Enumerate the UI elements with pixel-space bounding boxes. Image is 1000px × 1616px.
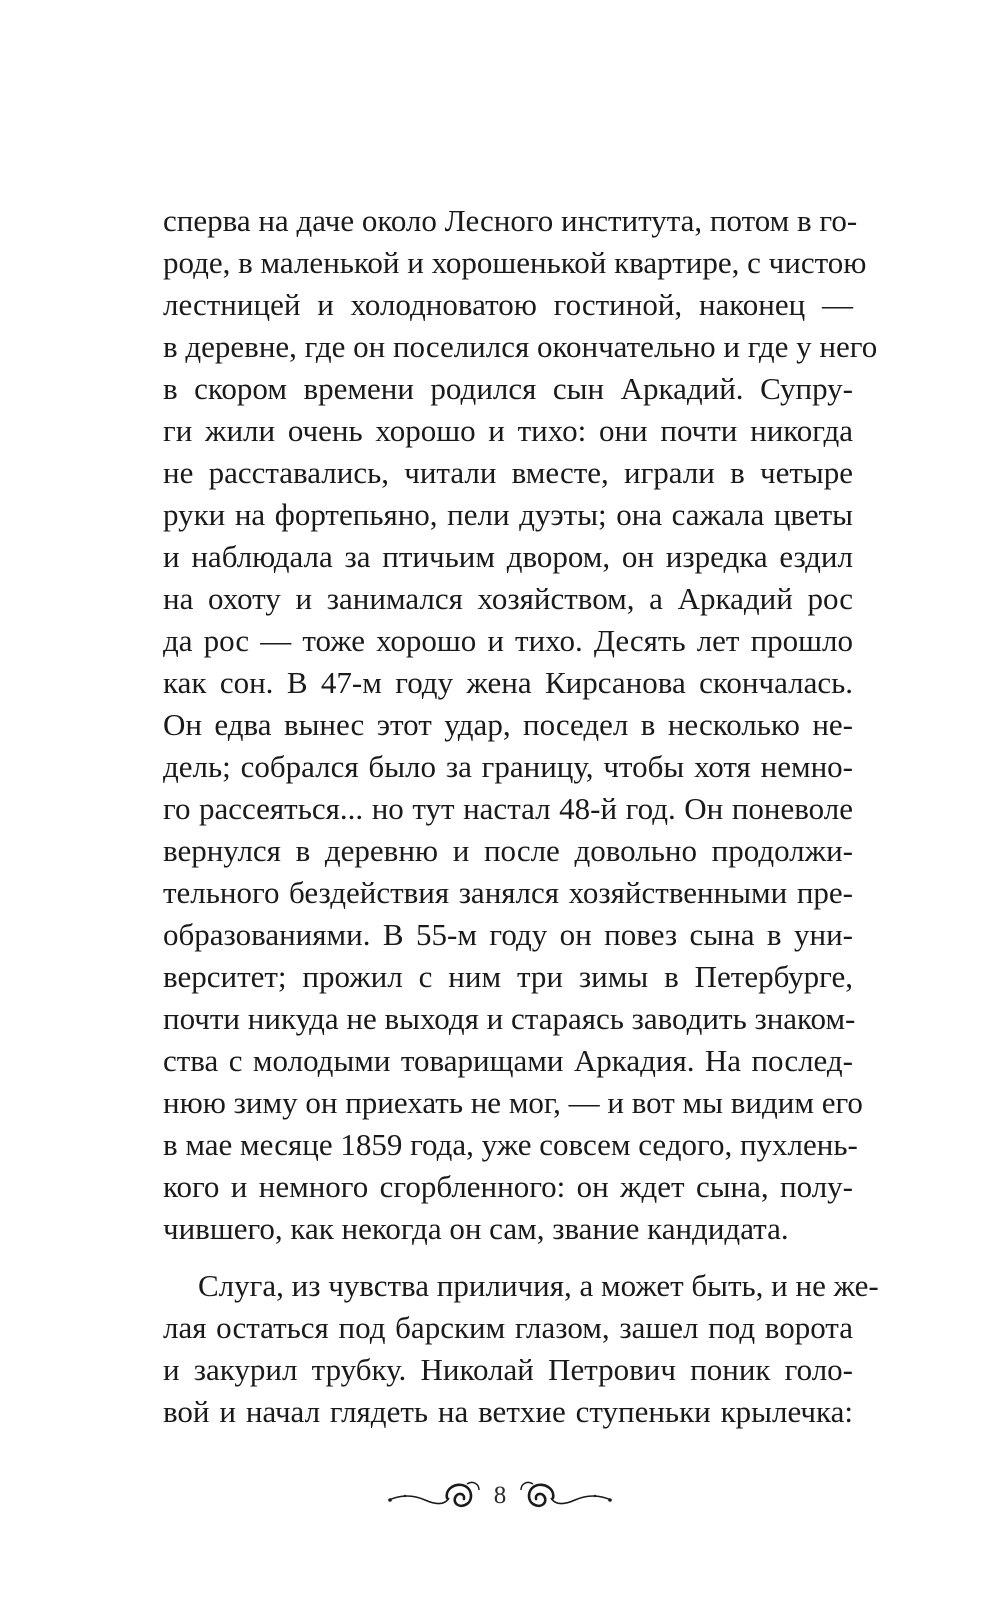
text-line: руки на фортепьяно, пели дуэты; она сажала цветы bbox=[163, 497, 853, 532]
flourish-left-icon bbox=[387, 1478, 482, 1514]
text-line: тельного бездействия занялся хозяйственными пре- bbox=[163, 875, 853, 910]
text-line: и закурил трубку. Николай Петрович поник голо- bbox=[163, 1352, 853, 1387]
page-footer bbox=[0, 1476, 1000, 1516]
text-line: роде, в маленькой и хорошенькой квартире, с чистою bbox=[163, 245, 867, 280]
text-line: и наблюдала за птичьим двором, он изредка ездил bbox=[163, 539, 853, 574]
text-line: не расставались, читали вместе, играли в четыре bbox=[163, 455, 853, 490]
flourish-right-icon bbox=[518, 1478, 613, 1514]
text-line: ги жили очень хорошо и тихо: они почти никогда bbox=[163, 413, 853, 448]
page-number: 8 bbox=[493, 1482, 507, 1509]
text-line: вой и начал глядеть на ветхие ступеньки крылечка: bbox=[163, 1394, 853, 1429]
text-line: вернулся в деревню и после довольно продолжи- bbox=[163, 833, 853, 868]
text-line: нюю зиму он приехать не мог, — и вот мы видим его bbox=[163, 1085, 863, 1120]
paragraph-1 bbox=[163, 200, 878, 1250]
text-line: лая остаться под барским глазом, зашел под ворота bbox=[163, 1310, 853, 1345]
text-line: в мае месяце 1859 года, уже совсем седого, пухлень- bbox=[163, 1127, 858, 1162]
text-line: да рос — тоже хорошо и тихо. Десять лет прошло bbox=[163, 623, 853, 658]
text-line: лестницей и холодноватою гостиной, наконец — bbox=[163, 287, 853, 322]
text-line: сперва на даче около Лесного института, потом в го- bbox=[163, 203, 858, 238]
text-line: Он едва вынес этот удар, поседел в несколько не- bbox=[163, 707, 853, 742]
text-line: в скором времени родился сын Аркадий. Супру- bbox=[163, 371, 853, 406]
text-line: ства с молодыми товарищами Аркадия. На послед- bbox=[163, 1043, 853, 1078]
text-line: чившего, как некогда он сам, звание кандидата. bbox=[163, 1211, 789, 1246]
text-line: в деревне, где он поселился окончательно и где у него bbox=[163, 329, 878, 364]
text-line: на охоту и занимался хозяйством, а Аркадий рос bbox=[163, 581, 853, 616]
text-line: кого и немного сгорбленного: он ждет сына, полу- bbox=[163, 1169, 853, 1204]
text-line: Слуга, из чувства приличия, а может быть, и не же- bbox=[198, 1268, 879, 1303]
paragraph-2 bbox=[163, 1265, 879, 1433]
text-line: верситет; прожил с ним три зимы в Петербурге, bbox=[163, 959, 853, 994]
text-line: образованиями. В 55-м году он повез сына в уни- bbox=[163, 917, 853, 952]
body-text bbox=[163, 200, 879, 1433]
text-line: почти никуда не выходя и стараясь заводить знаком- bbox=[163, 1001, 856, 1036]
text-line: го рассеяться... но тут настал 48-й год. Он поневоле bbox=[163, 791, 853, 826]
paragraph-gap bbox=[163, 1250, 853, 1265]
text-line: дель; собрался было за границу, чтобы хотя немно- bbox=[163, 749, 853, 784]
text-line: как сон. В 47-м году жена Кирсанова скончалась. bbox=[163, 665, 853, 700]
